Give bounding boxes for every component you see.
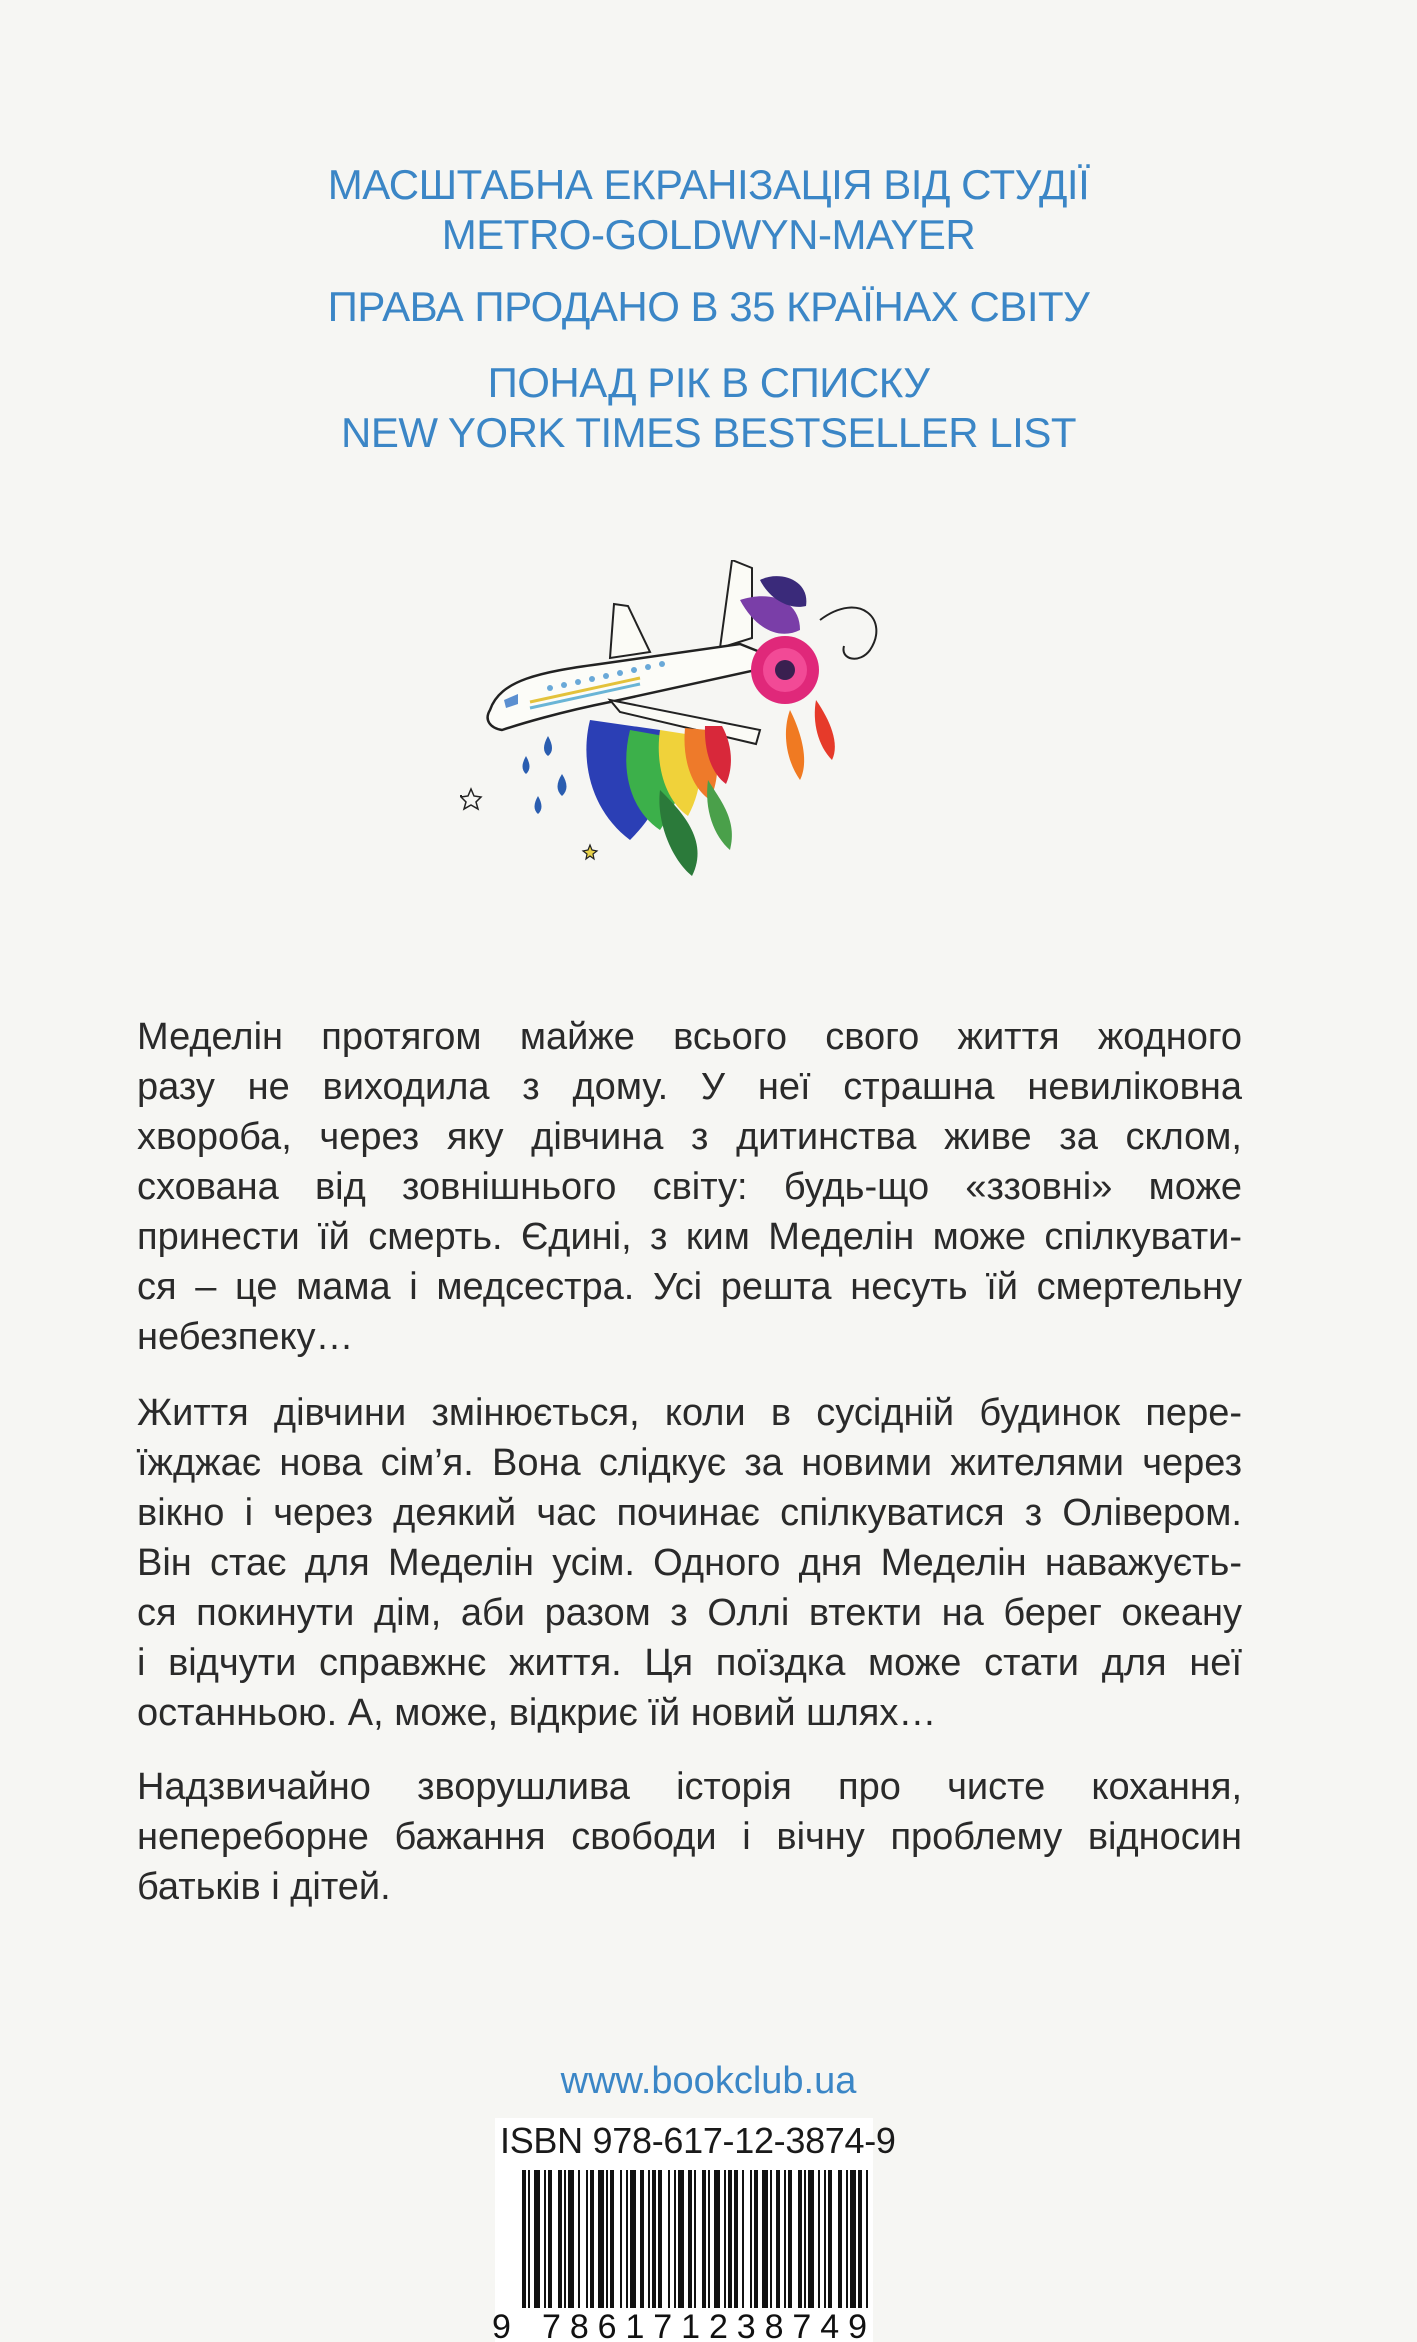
barcode-bar [734, 2170, 738, 2308]
barcode-bar [640, 2170, 644, 2308]
barcode-bar [858, 2170, 862, 2308]
blurb-line: METRO-GOLDWYN-MAYER [441, 211, 976, 258]
description-line: схована від зовнішнього світу: будь-що «ззовні» може [137, 1166, 1242, 1208]
blurb-rights-sold [0, 282, 1417, 332]
barcode-bar [652, 2170, 656, 2308]
barcode-bar [586, 2170, 588, 2308]
barcode-bar [522, 2170, 526, 2308]
barcode-bar [548, 2170, 552, 2308]
barcode-bar [866, 2170, 868, 2308]
description-line: їжджає нова сім’я. Вона слідкує за новими жителями через [137, 1442, 1242, 1484]
barcode-bar [688, 2170, 692, 2308]
barcode-bar [724, 2170, 726, 2308]
description-paragraph-3 [137, 1762, 1242, 1912]
description-line: Меделін протягом майже всього свого життя жодного [137, 1016, 1242, 1058]
blurb-film-adaptation [0, 160, 1417, 260]
description-line: хвороба, через яку дівчина з дитинства живе за склом, [137, 1116, 1242, 1158]
barcode-bar [620, 2170, 622, 2308]
blurb-bestseller [0, 358, 1417, 458]
description-line: ся – це мама і медсестра. Усі решта несуть їй смертельну [137, 1266, 1242, 1308]
description-line: Надзвичайно зворушлива історія про чисте кохання, [137, 1766, 1242, 1808]
barcode-bar [564, 2170, 566, 2308]
description-line: небезпеку… [137, 1316, 354, 1358]
barcode-bar [708, 2170, 710, 2308]
barcode-bar [770, 2170, 772, 2308]
description-line: Життя дівчини змінюється, коли в сусідній будинок пере- [137, 1392, 1242, 1434]
barcode-bar [754, 2170, 758, 2308]
description-paragraph-1 [137, 1012, 1242, 1362]
description-line: вікно і через деякий час починає спілкуватися з Олівером. [137, 1492, 1242, 1534]
barcode-bar [824, 2170, 826, 2308]
barcode-digits: 786171238749 [542, 2308, 867, 2342]
barcode-bar [742, 2170, 744, 2308]
barcode-bar [568, 2170, 574, 2308]
blurb-line: NEW YORK TIMES BESTSELLER LIST [341, 409, 1076, 456]
airplane-flowers-illustration [460, 560, 900, 880]
description-line: принести їй смерть. Єдині, з ким Меделін може спілкувати- [137, 1216, 1242, 1258]
barcode-bar [838, 2170, 842, 2308]
barcode-bar [728, 2170, 732, 2308]
barcode-bar [610, 2170, 614, 2308]
description-line: і відчути справжнє життя. Ця поїздка може стати для неї [137, 1642, 1242, 1684]
barcode-bar [578, 2170, 580, 2308]
barcode-bar [590, 2170, 594, 2308]
barcode-bar [776, 2170, 780, 2308]
barcode-bar [828, 2170, 832, 2308]
barcode-bar [528, 2170, 530, 2308]
barcode-bar [606, 2170, 608, 2308]
barcode-bar [804, 2170, 806, 2308]
barcode-bar [658, 2170, 662, 2308]
description-line: непереборне бажання свободи і вічну проблему відносин [137, 1816, 1242, 1858]
barcode-bar [674, 2170, 676, 2308]
isbn-barcode [492, 2170, 882, 2342]
barcode-bar [626, 2170, 628, 2308]
description-line: Він стає для Меделін усім. Одного дня Меделін наважуєть- [137, 1542, 1242, 1584]
isbn-label: ISBN 978-617-12-3874-9 [500, 2120, 896, 2161]
blurb-line: МАСШТАБНА ЕКРАНІЗАЦІЯ ВІД СТУДІЇ [327, 161, 1090, 208]
barcode-bar [648, 2170, 650, 2308]
barcode-bar [678, 2170, 684, 2308]
barcode-bar [668, 2170, 670, 2308]
description-line: ся покинути дім, аби разом з Оллі втекти на берег океану [137, 1592, 1242, 1634]
description-paragraph-2 [137, 1388, 1242, 1738]
barcode-bar [808, 2170, 814, 2308]
barcode-bar [544, 2170, 546, 2308]
barcode-bar [714, 2170, 720, 2308]
barcode-bar [750, 2170, 752, 2308]
barcode-bar [762, 2170, 768, 2308]
description-line: батьків і дітей. [137, 1866, 391, 1908]
barcode-bar [784, 2170, 786, 2308]
barcode-bar [558, 2170, 562, 2308]
barcode-bar [598, 2170, 604, 2308]
barcode-bar [850, 2170, 856, 2308]
barcode-bar [846, 2170, 848, 2308]
blurb-line: ПОНАД РІК В СПИСКУ [487, 359, 930, 406]
barcode-bar [534, 2170, 540, 2308]
barcode-bar [630, 2170, 636, 2308]
description-line: останньою. А, може, відкриє їй новий шлях… [137, 1692, 937, 1734]
barcode-bar [818, 2170, 820, 2308]
barcode-digit: 9 [492, 2308, 511, 2342]
barcode-bar [798, 2170, 802, 2308]
blurb-line: ПРАВА ПРОДАНО В 35 КРАЇНАХ СВІТУ [327, 283, 1090, 330]
barcode-bar [788, 2170, 792, 2308]
barcode-bar [694, 2170, 696, 2308]
description-line: разу не виходила з дому. У неї страшна невиліковна [137, 1066, 1242, 1108]
publisher-website[interactable]: www.bookclub.ua [560, 2060, 857, 2102]
barcode-bar [702, 2170, 706, 2308]
